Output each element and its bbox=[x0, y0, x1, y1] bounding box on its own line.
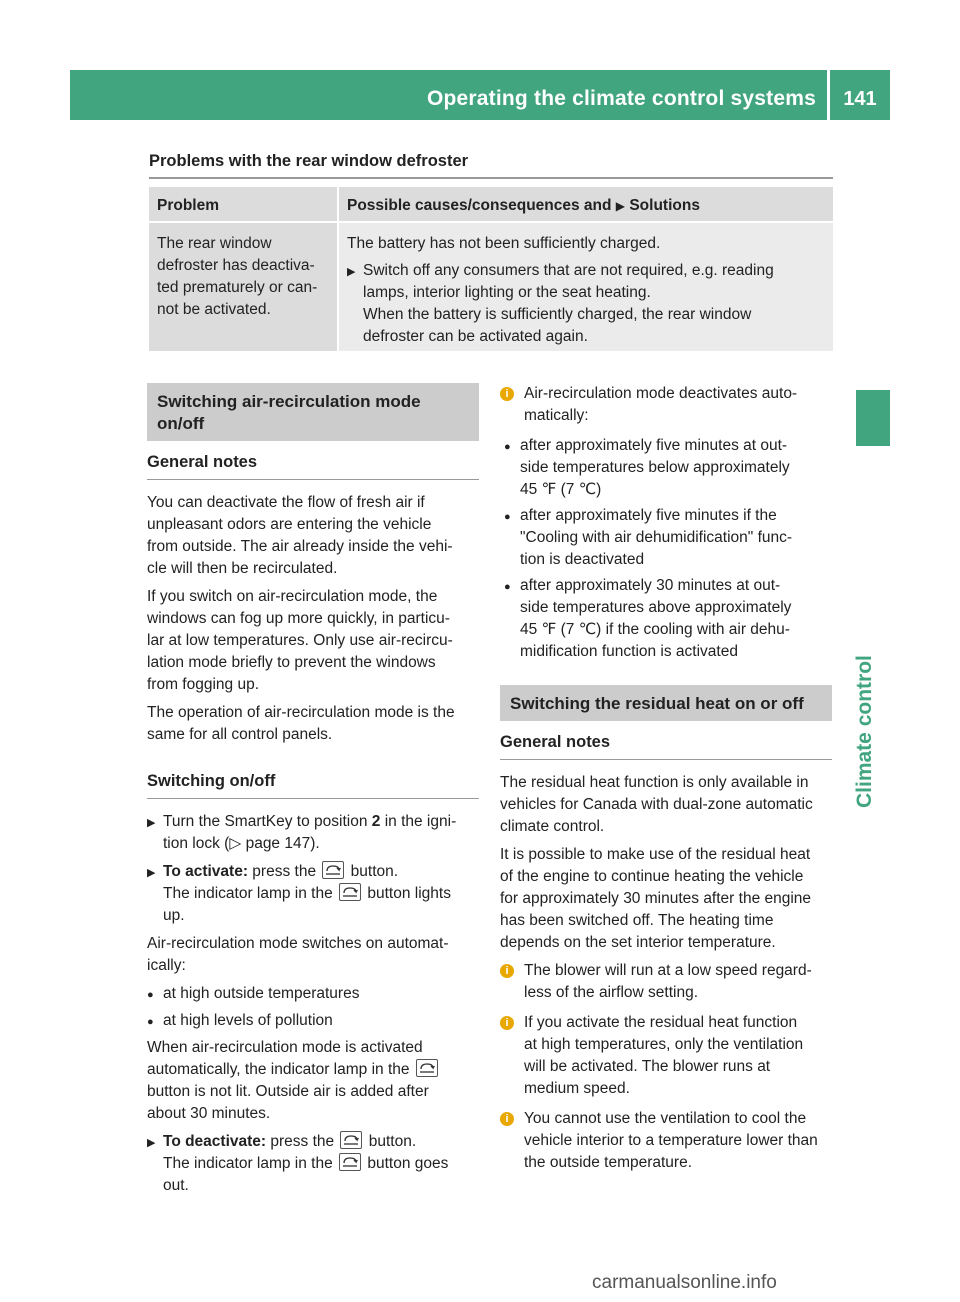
air-recirculation-icon bbox=[322, 861, 344, 879]
section-banner: Switching the residual heat on or off bbox=[500, 685, 832, 721]
list-item: ● after approximately five minutes if the "Cooling with air dehumidification" func- tion is deactivated bbox=[504, 507, 793, 568]
list-item: ● at high outside temperatures bbox=[147, 985, 360, 1002]
info-note: i You cannot use the ventilation to cool the vehicle interior to a temperature lower than the outside temperature. bbox=[500, 1108, 832, 1174]
table-rule bbox=[149, 177, 833, 179]
paragraph: When air-recirculation mode is activated automatically, the indicator lamp in the button is not lit. Outside air is added after about 30 minutes. bbox=[147, 1037, 479, 1125]
air-recirculation-icon bbox=[340, 1131, 362, 1149]
info-icon: i bbox=[500, 1016, 514, 1030]
paragraph: The operation of air-recirculation mode is the same for all control panels. bbox=[147, 704, 455, 743]
info-icon: i bbox=[500, 964, 514, 978]
table-header bbox=[149, 187, 833, 221]
page-number: 141 bbox=[843, 88, 877, 110]
paragraph: If you switch on air-recirculation mode, the windows can fog up more quickly, in particu- lar at low temperatures. Only use air-recircu- lation mode briefly to prevent the windows from fogging up. bbox=[147, 588, 453, 693]
list-item: ● at high levels of pollution bbox=[147, 1012, 333, 1029]
step-smartkey: ▶ Turn the SmartKey to position 2 in the igni- tion lock (▷ page 147). bbox=[147, 811, 479, 855]
chapter-tab bbox=[856, 390, 890, 446]
paragraph: You can deactivate the flow of fresh air if unpleasant odors are entering the vehicle from outside. The air already inside the vehi- cle will then be recirculated. bbox=[147, 494, 453, 577]
general-notes-heading: General notes bbox=[500, 721, 832, 760]
step-deactivate: ▶ To deactivate: press the button. The indicator lamp in the button goes out. bbox=[147, 1131, 479, 1197]
table-title: Problems with the rear window defroster bbox=[149, 152, 469, 170]
header-problem: Problem bbox=[157, 197, 220, 214]
paragraph: The residual heat function is only available in vehicles for Canada with dual-zone automatic climate control. bbox=[500, 774, 813, 835]
arrow-right-icon: ▶ bbox=[147, 867, 156, 879]
arrow-right-icon: ▶ bbox=[147, 1137, 156, 1149]
info-note: i Air-recirculation mode deactivates auto- matically: bbox=[500, 383, 832, 427]
watermark: carmanualsonline.info bbox=[592, 1272, 777, 1293]
list-item: ● after approximately 30 minutes at out- side temperatures above approximately 45 ℉ (7 ℃) if the cooling with air dehu- midification function is activated bbox=[504, 577, 792, 660]
table-row bbox=[149, 223, 833, 351]
general-notes-heading: General notes bbox=[147, 441, 479, 480]
paragraph: Air-recirculation mode switches on automat- ically: bbox=[147, 935, 449, 974]
section-banner: Switching air-recirculation mode on/off bbox=[147, 383, 479, 441]
air-recirculation-icon bbox=[339, 883, 361, 901]
solution-step: ▶ Switch off any consumers that are not required, e.g. reading lamps, interior lighting or the seat heating. When the battery is sufficiently charged, the rear window defroster can be activated again. bbox=[347, 260, 825, 348]
info-icon: i bbox=[500, 387, 514, 401]
paragraph: It is possible to make use of the residual heat of the engine to continue heating the vehicle for approximately 30 minutes after the engine has been switched off. The heating time depends on the set interior temperature. bbox=[500, 846, 812, 951]
page-ref-icon: ▷ bbox=[229, 835, 242, 852]
left-column bbox=[147, 383, 479, 1203]
info-note: i If you activate the residual heat function at high temperatures, only the ventilation will be activated. The blower runs at medium speed. bbox=[500, 1012, 832, 1100]
header-solutions: Possible causes/consequences and ▶ Solutions bbox=[337, 187, 833, 221]
info-note: i The blower will run at a low speed regard- less of the airflow setting. bbox=[500, 960, 832, 1004]
switching-heading: Switching on/off bbox=[147, 760, 479, 799]
arrow-right-icon: ▶ bbox=[615, 199, 626, 213]
list-item: ● after approximately five minutes at out- side temperatures below approximately 45 ℉ (7 ℃) bbox=[504, 437, 790, 498]
step-activate: ▶ To activate: press the button. The indicator lamp in the button lights up. bbox=[147, 861, 479, 927]
arrow-right-icon: ▶ bbox=[147, 817, 156, 829]
arrow-right-icon: ▶ bbox=[347, 266, 356, 278]
solution-cell: The battery has not been sufficiently charged. ▶ Switch off any consumers that are not required, e.g. reading lamps, interior lighting or the seat heating. When the battery is sufficiently charged, the rear window defroster can be activated again. bbox=[339, 223, 833, 351]
air-recirculation-icon bbox=[416, 1059, 438, 1077]
info-icon: i bbox=[500, 1112, 514, 1126]
page-section-title: Operating the climate control systems bbox=[426, 87, 816, 110]
chapter-label: Climate control bbox=[853, 655, 876, 808]
right-column bbox=[500, 383, 832, 1182]
header-bar bbox=[70, 70, 890, 120]
air-recirculation-icon bbox=[339, 1153, 361, 1171]
problem-cell: The rear window defroster has deactiva- ted prematurely or can- not be activated. bbox=[149, 223, 337, 351]
problem-table bbox=[149, 187, 833, 351]
